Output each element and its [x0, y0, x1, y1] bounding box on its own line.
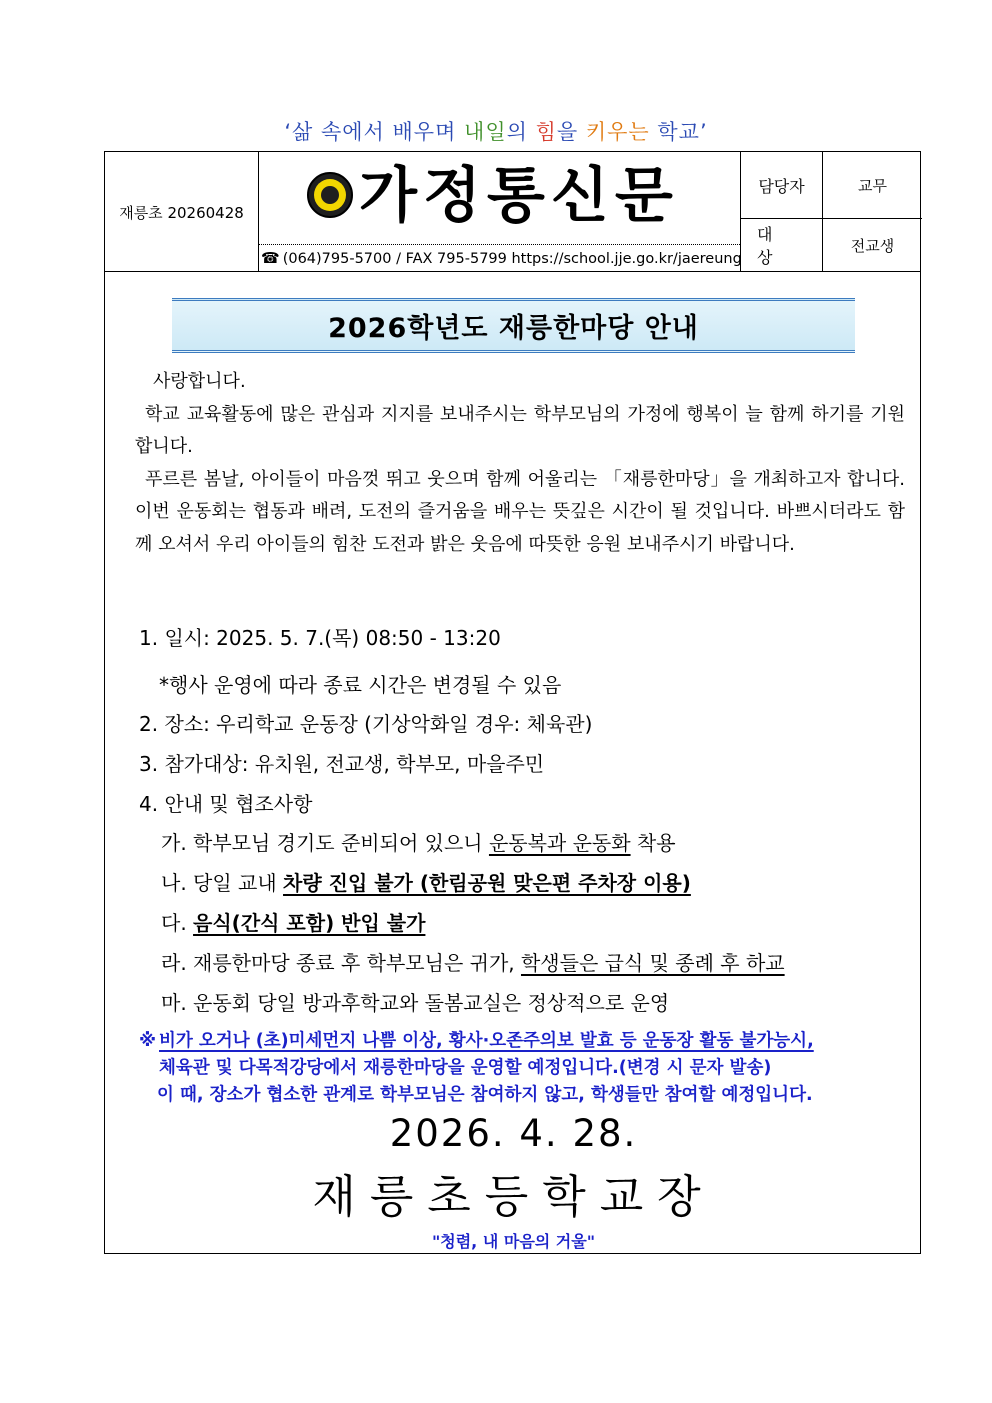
- signature-date: 2026. 4. 28.: [389, 1112, 638, 1155]
- principal-signature: 재릉초등학교장: [312, 1170, 715, 1223]
- motto-part-4: 을: [556, 120, 586, 144]
- integrity-slogan: "청렴, 내 마음의 거울": [431, 1232, 596, 1251]
- guide-da-emphasis: 음식(간식 포함) 반입 불가: [193, 911, 426, 935]
- newsletter-header: [105, 152, 920, 272]
- warning-line-1-text: 비가 오거나 (초)미세먼지 나쁨 이상, 황사·오존주의보 발효 등 운동장 활동 불가능시,: [159, 1031, 814, 1051]
- contact-info: [259, 244, 740, 272]
- warning-line-3: 이 때, 장소가 협소한 관계로 학부모님은 참여하지 않고, 학생들만 참여할 예정입니다.: [157, 1085, 813, 1105]
- motto-part-2: 의: [506, 120, 536, 144]
- guide-item-ra: [161, 947, 785, 976]
- motto-part-1: 내일: [464, 120, 507, 144]
- guide-ga-emphasis: 운동복과 운동화: [488, 831, 631, 855]
- motto-part-6: 학교’: [649, 120, 708, 144]
- meta-key-manager: 담당자: [741, 152, 823, 218]
- phone-icon: ☎: [261, 249, 280, 267]
- school-logo-icon: [307, 172, 353, 218]
- guide-item-ma: 마. 운동회 당일 방과후학교와 돌봄교실은 정상적으로 운영: [161, 991, 670, 1015]
- motto-part-5: 키우는: [585, 120, 650, 144]
- warning-line-1: [159, 1028, 814, 1055]
- school-motto: [0, 116, 992, 146]
- guide-na-emphasis: 차량 진입 불가 (한림공원 맞은편 주차장 이용): [283, 871, 691, 895]
- meta-value-target: 전교생: [850, 236, 895, 255]
- motto-part-0: ‘삶 속에서 배우며: [284, 120, 465, 144]
- guide-item-na: [161, 867, 691, 896]
- item-participants: 3. 참가대상: 유치원, 전교생, 학부모, 마을주민: [139, 752, 545, 776]
- item-place: 2. 장소: 우리학교 운동장 (기상악화일 경우: 체육관): [139, 712, 593, 736]
- guide-ra-text: 라. 재릉한마당 종료 후 학부모님은 귀가,: [161, 951, 521, 975]
- newsletter-title: 가정통신문: [359, 161, 679, 231]
- letter-body: [135, 366, 905, 561]
- guide-da-text: 다.: [161, 911, 194, 935]
- guide-item-ga: [161, 827, 676, 856]
- newsletter-frame: [104, 151, 921, 1254]
- meta-row-target: [741, 218, 922, 272]
- warning-mark: ※: [139, 1031, 157, 1051]
- meta-row-manager: [741, 152, 922, 219]
- item-date-note: *행사 운영에 따라 종료 시간은 변경될 수 있음: [159, 673, 562, 697]
- document-number: 재릉초 20260428: [105, 152, 259, 272]
- item-date: 1. 일시: 2025. 5. 7.(목) 08:50 - 13:20: [139, 626, 501, 650]
- masthead: [259, 152, 740, 272]
- meta-table: [740, 152, 921, 272]
- guide-ga-suffix: 착용: [630, 831, 676, 855]
- meta-key-target: 대 상: [741, 218, 823, 272]
- notice-title: 2026학년도 재릉한마당 안내: [328, 313, 699, 344]
- notice-title-box: [172, 298, 855, 353]
- guide-item-da: [161, 907, 425, 936]
- contact-text: (064)795-5700 / FAX 795-5799 https://school.jje.go.kr/jaereung: [282, 251, 742, 267]
- guide-na-text: 나. 당일 교내: [161, 871, 284, 895]
- motto-part-3: 힘: [535, 120, 557, 144]
- meta-value-manager: 교무: [858, 176, 887, 195]
- item-guide-heading: 4. 안내 및 협조사항: [139, 792, 313, 816]
- greeting: 사랑합니다.: [153, 371, 246, 392]
- paragraph-1: 학교 교육활동에 많은 관심과 지지를 보내주시는 학부모님의 가정에 행복이 늘 함께 하기를 기원합니다.: [135, 403, 905, 457]
- guide-ga-text: 가. 학부모님 경기도 준비되어 있으니: [161, 831, 489, 855]
- paragraph-2: 푸르른 봄날, 아이들이 마음껏 뛰고 웃으며 함께 어울리는 「재릉한마당」을 개최하고자 합니다. 이번 운동회는 협동과 배려, 도전의 즐거움을 배우는 뜻깊은 시간이 될 것입니다. 바쁘시더라도 함께 오셔서 우리 아이들의 힘찬 도전과 밝은 웃음에 따뜻한 응원 보내주시기 바랍니다.: [135, 468, 905, 555]
- warning-line-2: 체육관 및 다목적강당에서 재릉한마당을 운영할 예정입니다.(변경 시 문자 발송): [159, 1058, 772, 1078]
- guide-ra-emphasis: 학생들은 급식 및 종례 후 하교: [520, 951, 785, 975]
